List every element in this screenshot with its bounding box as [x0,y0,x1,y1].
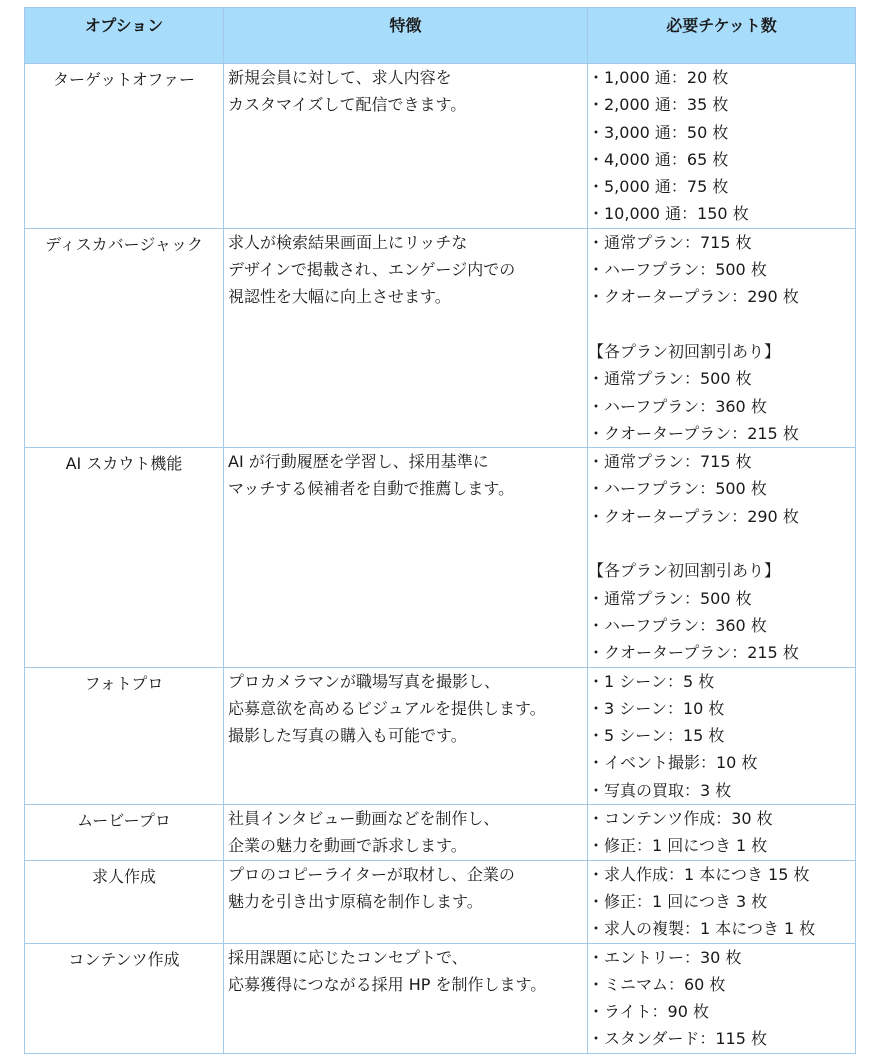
ticket-item: ・通常プラン：500 枚 [588,588,752,608]
ticket-item: ・クオータープラン：215 枚 [588,643,799,663]
ticket-item: ・5,000 通：75 枚 [588,177,729,197]
table-row [25,448,856,667]
option-name: ターゲットオファー [25,64,224,229]
table-row [25,228,856,447]
feature-line: マッチする候補者を自動で推薦します。 [228,479,515,499]
ticket-item: ・コンテンツ作成：30 枚 [588,809,773,829]
ticket-item: ・クオータープラン：215 枚 [588,423,799,443]
ticket-item: ・10,000 通：150 枚 [588,204,749,224]
ticket-item: ・修正：1 回につき 3 枚 [588,891,768,911]
feature-line: 新規会員に対して、求人内容を [228,68,452,87]
option-name: 求人作成 [25,860,224,943]
table-row [25,667,856,804]
ticket-item: ・エントリー：30 枚 [588,947,742,967]
ticket-item: ・修正：1 回につき 1 枚 [588,836,768,856]
table-row [25,805,856,861]
ticket-options-table [24,7,856,1054]
feature-line: 視認性を大幅に向上させます。 [228,287,451,307]
feature-line: カスタマイズして配信できます。 [228,95,467,115]
ticket-item: ・4,000 通：65 枚 [588,149,729,169]
feature-line: 企業の魅力を動画で訴求します。 [228,836,467,856]
ticket-item: ・求人の複製：1 本につき 1 枚 [588,919,816,939]
ticket-item [588,311,855,338]
feature-description [224,64,588,229]
ticket-item: ・写真の買取：3 枚 [588,780,732,800]
ticket-item: ・ハーフプラン：500 枚 [588,479,767,499]
option-name: コンテンツ作成 [25,943,224,1053]
feature-line: 応募獲得につながる採用 HP を制作します。 [228,974,547,994]
header-tickets: 必要チケット数 [588,8,856,64]
feature-description [224,805,588,861]
ticket-item: ・5 シーン：15 枚 [588,726,725,746]
ticket-item: 【各プラン初回割引あり】 [588,561,781,581]
ticket-item: ・1,000 通：20 枚 [588,68,729,87]
ticket-item: ・ミニマム：60 枚 [588,974,726,994]
feature-description [224,667,588,804]
ticket-item: ・イベント撮影：10 枚 [588,753,758,773]
feature-line: プロのコピーライターが取材し、企業の [228,864,515,884]
ticket-item: ・ハーフプラン：360 枚 [588,396,767,416]
feature-line: AI が行動履歴を学習し、採用基準に [228,452,489,472]
ticket-list [588,667,856,804]
ticket-item: ・求人作成：1 本につき 15 枚 [588,864,810,884]
ticket-item: ・ハーフプラン：360 枚 [588,615,767,635]
ticket-item: ・ハーフプラン：500 枚 [588,260,767,280]
header-row [25,8,856,64]
ticket-list [588,805,856,861]
feature-line: 撮影した写真の購入も可能です。 [228,726,467,746]
feature-description [224,860,588,943]
feature-description [224,448,588,667]
feature-description [224,943,588,1053]
ticket-list [588,64,856,229]
feature-line: 応募意欲を高めるビジュアルを提供します。 [228,698,546,718]
ticket-item: ・ライト：90 枚 [588,1002,709,1022]
feature-line: 社員インタビュー動画などを制作し、 [228,809,500,829]
table-row [25,860,856,943]
feature-line: デザインで掲載され、エンゲージ内での [228,260,516,280]
ticket-item: ・クオータープラン：290 枚 [588,506,799,526]
feature-line: 採用課題に応じたコンセプトで、 [228,947,468,967]
option-name: ディスカバージャック [25,228,224,447]
option-name: ムービープロ [25,805,224,861]
ticket-item: ・3 シーン：10 枚 [588,698,725,718]
ticket-item: ・スタンダード：115 枚 [588,1029,767,1049]
ticket-item: ・2,000 通：35 枚 [588,95,729,115]
ticket-list [588,860,856,943]
header-feature: 特徴 [224,8,588,64]
option-name: AI スカウト機能 [25,448,224,667]
ticket-item: 【各プラン初回割引あり】 [588,341,781,361]
ticket-item [588,530,855,557]
ticket-item: ・通常プラン：715 枚 [588,452,752,472]
table-row [25,64,856,229]
ticket-item: ・1 シーン：5 枚 [588,671,715,691]
option-name: フォトプロ [25,667,224,804]
feature-description [224,228,588,447]
ticket-list [588,448,856,667]
ticket-item: ・通常プラン：715 枚 [588,232,752,252]
ticket-list [588,943,856,1053]
ticket-list [588,228,856,447]
table-row [25,943,856,1053]
ticket-item: ・3,000 通：50 枚 [588,122,729,142]
ticket-item: ・クオータープラン：290 枚 [588,287,799,307]
ticket-item: ・通常プラン：500 枚 [588,369,752,389]
header-option: オプション [25,8,224,64]
feature-line: 魅力を引き出す原稿を制作します。 [228,891,483,911]
feature-line: 求人が検索結果画面上にリッチな [228,232,468,252]
feature-line: プロカメラマンが職場写真を撮影し、 [228,671,501,691]
